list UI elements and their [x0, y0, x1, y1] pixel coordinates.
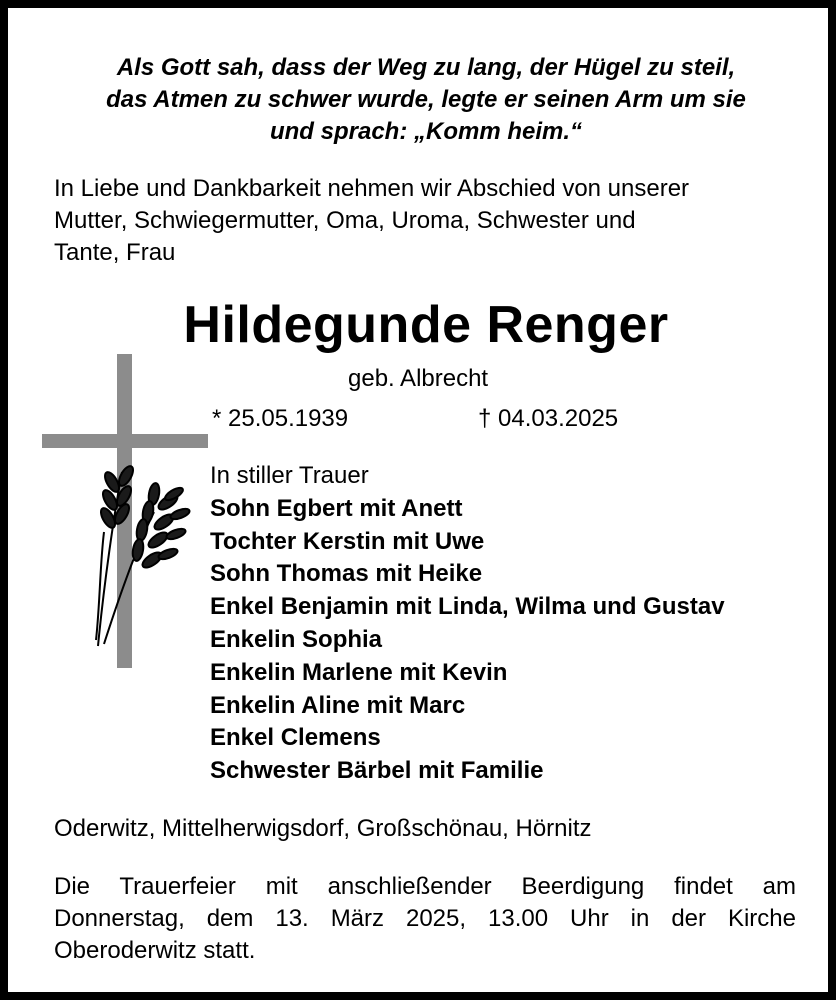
- mourner-entry: Sohn Thomas mit Heike: [210, 560, 483, 588]
- mourner-entry: Tochter Kerstin mit Uwe: [210, 527, 485, 555]
- ceremony-info: [54, 871, 796, 967]
- places-line: Oderwitz, Mittelherwigsdorf, Großschönau, Hörnitz: [54, 815, 592, 842]
- mourner-entry: Enkel Benjamin mit Linda, Wilma und Gustav: [210, 593, 725, 621]
- cross-with-wheat-icon: [42, 354, 212, 670]
- wheat-ears: [96, 464, 191, 646]
- mourners-list: [210, 493, 725, 788]
- ceremony-line: Die Trauerfeier mit anschließender Beerdigung findet am: [54, 873, 796, 900]
- ceremony-line: Donnerstag, dem 13. März 2025, 13.00 Uhr in der Kirche: [54, 905, 796, 932]
- birth-date: * 25.05.1939: [212, 405, 349, 432]
- intro-line: Mutter, Schwiegermutter, Oma, Uroma, Schwester und: [54, 207, 636, 234]
- poem-line: das Atmen zu schwer wurde, legte er seinen Arm um sie: [106, 86, 746, 113]
- mourners-block: [210, 460, 725, 788]
- intro-text: [54, 173, 814, 269]
- ceremony-line: Oberoderwitz statt.: [54, 937, 256, 964]
- mourner-entry: Sohn Egbert mit Anett: [210, 494, 463, 522]
- death-date: † 04.03.2025: [478, 405, 619, 432]
- mourner-entry: Schwester Bärbel mit Familie: [210, 757, 544, 785]
- intro-line: Tante, Frau: [54, 239, 176, 266]
- mourners-lead: In stiller Trauer: [210, 462, 369, 489]
- intro-line: In Liebe und Dankbarkeit nehmen wir Abschied von unserer: [54, 175, 690, 202]
- mourner-entry: Enkelin Sophia: [210, 625, 383, 653]
- poem-line: Als Gott sah, dass der Weg zu lang, der Hügel zu steil,: [116, 54, 736, 81]
- deceased-name: Hildegunde Renger: [183, 296, 669, 354]
- mourner-entry: Enkel Clemens: [210, 724, 381, 752]
- cross-horizontal-beam: [42, 434, 208, 448]
- maiden-name: geb. Albrecht: [348, 365, 489, 392]
- mourner-entry: Enkelin Aline mit Marc: [210, 691, 466, 719]
- poem-verse: [48, 52, 804, 148]
- mourner-entry: Enkelin Marlene mit Kevin: [210, 658, 508, 686]
- poem-line: und sprach: „Komm heim.“: [269, 118, 583, 145]
